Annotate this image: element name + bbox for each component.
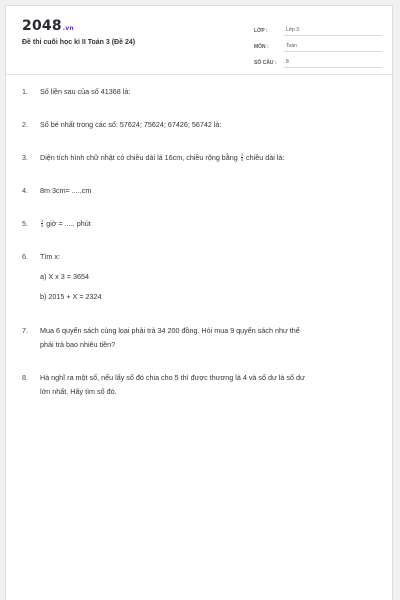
- question-4: [22, 184, 382, 198]
- question-text: Số liền sau của số 41368 là:: [40, 87, 131, 96]
- question-5: [22, 217, 382, 231]
- question-body: [40, 324, 382, 352]
- question-1: [22, 85, 382, 99]
- meta-count-value: 8: [284, 59, 382, 68]
- sub-question-b: b) 2015 + X = 2324: [40, 292, 102, 301]
- question-text-line-1: Mua 6 quyển sách cùng loại phải trả 34 200 đồng. Hỏi mua 9 quyển sách như thế: [40, 326, 300, 335]
- question-number: 7.: [22, 326, 28, 335]
- question-2: [22, 118, 382, 132]
- question-number: 6.: [22, 252, 28, 261]
- meta-class-label: LỚP :: [254, 28, 268, 34]
- question-text: [40, 217, 382, 231]
- question-text-after: giờ = ..... phút: [46, 219, 91, 228]
- question-text: Tìm x:: [40, 252, 60, 261]
- question-number: 1.: [22, 87, 28, 96]
- question-text-before: Diện tích hình chữ nhật có chiều dài là 16cm, chiều rộng bằng: [40, 153, 238, 162]
- exam-page: [5, 5, 393, 600]
- meta-class-value: Lớp 3: [284, 27, 382, 36]
- fraction-denominator: 4: [240, 157, 244, 162]
- header-divider: [6, 74, 392, 75]
- meta-class-row: [254, 20, 382, 36]
- sub-question-a: a) X x 3 = 3654: [40, 272, 89, 281]
- fraction: [41, 219, 43, 228]
- meta-subject-label: MÔN :: [254, 44, 269, 50]
- fraction-numerator: 1: [240, 152, 244, 157]
- exam-header: [6, 6, 392, 74]
- question-number: 5.: [22, 219, 28, 228]
- question-text-line-1: Hà nghĩ ra một số, nếu lấy số đó chia cho 5 thì được thương là 4 và số dư là số dư: [40, 373, 305, 382]
- exam-title: Đề thi cuối học kì II Toán 3 (Đề 24): [22, 39, 136, 46]
- question-number: 3.: [22, 153, 28, 162]
- question-body: [40, 250, 382, 304]
- meta-subject-value: Toán: [284, 43, 382, 52]
- question-text: Số bé nhất trong các số: 57624; 75624; 67426; 56742 là:: [40, 120, 222, 129]
- logo-suffix: .vn: [62, 25, 74, 32]
- exam-meta: [254, 20, 382, 68]
- fraction: [241, 153, 243, 162]
- question-3: [22, 151, 382, 165]
- question-list: [22, 85, 382, 399]
- question-6: [22, 250, 382, 304]
- logo-text: 2048: [22, 18, 62, 34]
- meta-count-label: SỐ CÂU :: [254, 60, 277, 66]
- fraction-numerator: 1: [41, 218, 44, 223]
- question-number: 4.: [22, 186, 28, 195]
- question-text-line-2: lớn nhất. Hãy tìm số đó.: [40, 387, 117, 396]
- question-text: [40, 151, 382, 165]
- question-7: [22, 324, 382, 352]
- question-text: 8m 3cm= .....cm: [40, 186, 92, 195]
- site-logo[interactable]: [22, 18, 74, 34]
- fraction-denominator: 4: [41, 223, 44, 228]
- question-body: [40, 371, 382, 399]
- question-8: [22, 371, 382, 399]
- question-number: 8.: [22, 373, 28, 382]
- question-text-line-2: phải trả bao nhiêu tiền?: [40, 340, 116, 349]
- question-number: 2.: [22, 120, 28, 129]
- question-text-after: chiều dài là:: [246, 153, 285, 162]
- meta-subject-row: [254, 36, 382, 52]
- meta-count-row: [254, 52, 382, 68]
